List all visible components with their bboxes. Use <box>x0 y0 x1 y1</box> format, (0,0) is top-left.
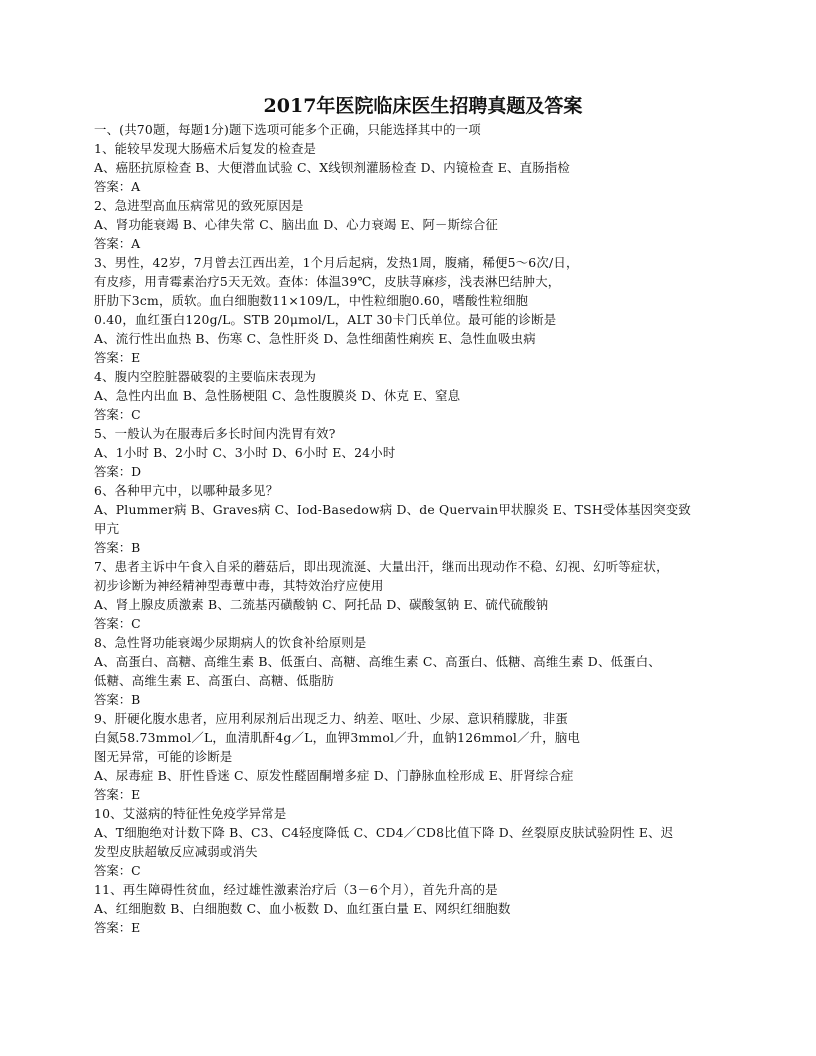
question-block <box>94 481 734 557</box>
question-block <box>94 804 734 880</box>
question-answer: 答案：E <box>94 350 141 365</box>
question-block <box>94 557 734 633</box>
question-options-line: 低糖、高维生素 E、高蛋白、高糖、低脂肪 <box>94 673 335 688</box>
question-answer: 答案：C <box>94 407 141 422</box>
document-title: 2017年医院临床医生招聘真题及答案 <box>263 95 583 117</box>
question-stem-line: 2、急进型高血压病常见的致死原因是 <box>94 198 304 213</box>
question-stem-line: 5、一般认为在服毒后多长时间内洗胃有效? <box>94 426 336 441</box>
question-stem-line: 肝肋下3cm，质软。血白细胞数11×109/L，中性粒细胞0.60，嗜酸性粒细胞 <box>94 293 529 308</box>
question-answer: 答案：C <box>94 863 141 878</box>
question-block <box>94 139 734 196</box>
question-options-line: A、1小时 B、2小时 C、3小时 D、6小时 E、24小时 <box>94 445 396 460</box>
question-options-line: A、流行性出血热 B、伤寒 C、急性肝炎 D、急性细菌性痢疾 E、急性血吸虫病 <box>94 331 536 346</box>
question-block <box>94 253 734 367</box>
document-page <box>94 94 734 937</box>
question-answer: 答案：D <box>94 464 142 479</box>
question-answer: 答案：C <box>94 616 141 631</box>
question-stem-line: 图无异常，可能的诊断是 <box>94 749 233 764</box>
question-block <box>94 367 734 424</box>
question-answer: 答案：E <box>94 787 141 802</box>
question-stem-line: 初步诊断为神经精神型毒蕈中毒，其特效治疗应使用 <box>94 578 384 593</box>
question-options-line: A、癌胚抗原检查 B、大便潜血试验 C、X线钡剂灌肠检查 D、内镜检查 E、直肠指检 <box>94 160 570 175</box>
question-stem-line: 8、急性肾功能衰竭少尿期病人的饮食补给原则是 <box>94 635 367 650</box>
question-stem-line: 有皮疹，用青霉素治疗5天无效。查体：体温39℃，皮肤荨麻疹，浅表淋巴结肿大， <box>94 274 561 289</box>
question-stem-line: 10、艾滋病的特征性免疫学异常是 <box>94 806 287 821</box>
question-block <box>94 633 734 709</box>
question-options-line: 发型皮肤超敏反应减弱或消失 <box>94 844 258 859</box>
question-options-line: A、T细胞绝对计数下降 B、C3、C4轻度降低 C、CD4／CD8比值下降 D、丝裂原皮肤试验阴性 E、迟 <box>94 825 674 840</box>
question-answer: 答案：B <box>94 540 141 555</box>
question-list <box>94 139 734 937</box>
question-options-line: A、高蛋白、高糖、高维生素 B、低蛋白、高糖、高维生素 C、高蛋白、低糖、高维生素 D、低蛋白、 <box>94 654 661 669</box>
question-options-line: A、肾上腺皮质激素 B、二巯基丙磺酸钠 C、阿托品 D、碳酸氢钠 E、硫代硫酸钠 <box>94 597 549 612</box>
question-stem-line: 7、患者主诉中午食入自采的蘑菇后，即出现流涎、大量出汗，继而出现动作不稳、幻视、幻听等症状， <box>94 559 669 574</box>
question-answer: 答案：A <box>94 179 141 194</box>
question-block <box>94 709 734 804</box>
question-stem-line: 3、男性，42岁，7月曾去江西出差，1个月后起病，发热1周，腹痛，稀便5～6次/日， <box>94 255 579 270</box>
section-heading: 一、(共70题，每题1分)题下选项可能多个正确，只能选择其中的一项 <box>94 122 481 137</box>
question-stem-line: 4、腹内空腔脏器破裂的主要临床表现为 <box>94 369 317 384</box>
question-options-line: A、尿毒症 B、肝性昏迷 C、原发性醛固酮增多症 D、门静脉血栓形成 E、肝肾综合症 <box>94 768 574 783</box>
question-stem-line: 0.40，血红蛋白120g/L。STB 20μmol/L，ALT 30卡门氏单位。最可能的诊断是 <box>94 312 557 327</box>
question-answer: 答案：E <box>94 920 141 935</box>
question-answer: 答案：A <box>94 236 141 251</box>
question-stem-line: 1、能较早发现大肠癌术后复发的检查是 <box>94 141 317 156</box>
question-block <box>94 880 734 937</box>
question-stem-line: 9、肝硬化腹水患者，应用利尿剂后出现乏力、纳差、呕吐、少尿、意识稍朦胧，非蛋 <box>94 711 568 726</box>
question-block <box>94 424 734 481</box>
question-stem-line: 6、各种甲亢中，以哪种最多见？ <box>94 483 279 498</box>
question-block <box>94 196 734 253</box>
question-answer: 答案：B <box>94 692 141 707</box>
question-options-line: 甲亢 <box>94 521 120 536</box>
question-stem-line: 11、再生障碍性贫血，经过雄性激素治疗后（3－6个月），首先升高的是 <box>94 882 498 897</box>
question-stem-line: 白氮58.73mmol／L，血清肌酐4g／L，血钾3mmol／升，血钠126mmol／升，脑电 <box>94 730 581 745</box>
question-options-line: A、肾功能衰竭 B、心律失常 C、脑出血 D、心力衰竭 E、阿－斯综合征 <box>94 217 499 232</box>
question-options-line: A、红细胞数 B、白细胞数 C、血小板数 D、血红蛋白量 E、网织红细胞数 <box>94 901 511 916</box>
question-options-line: A、Plummer病 B、Graves病 C、Iod-Basedow病 D、de Quervain甲状腺炎 E、TSH受体基因突变致 <box>94 502 691 517</box>
question-options-line: A、急性内出血 B、急性肠梗阻 C、急性腹膜炎 D、休克 E、窒息 <box>94 388 461 403</box>
